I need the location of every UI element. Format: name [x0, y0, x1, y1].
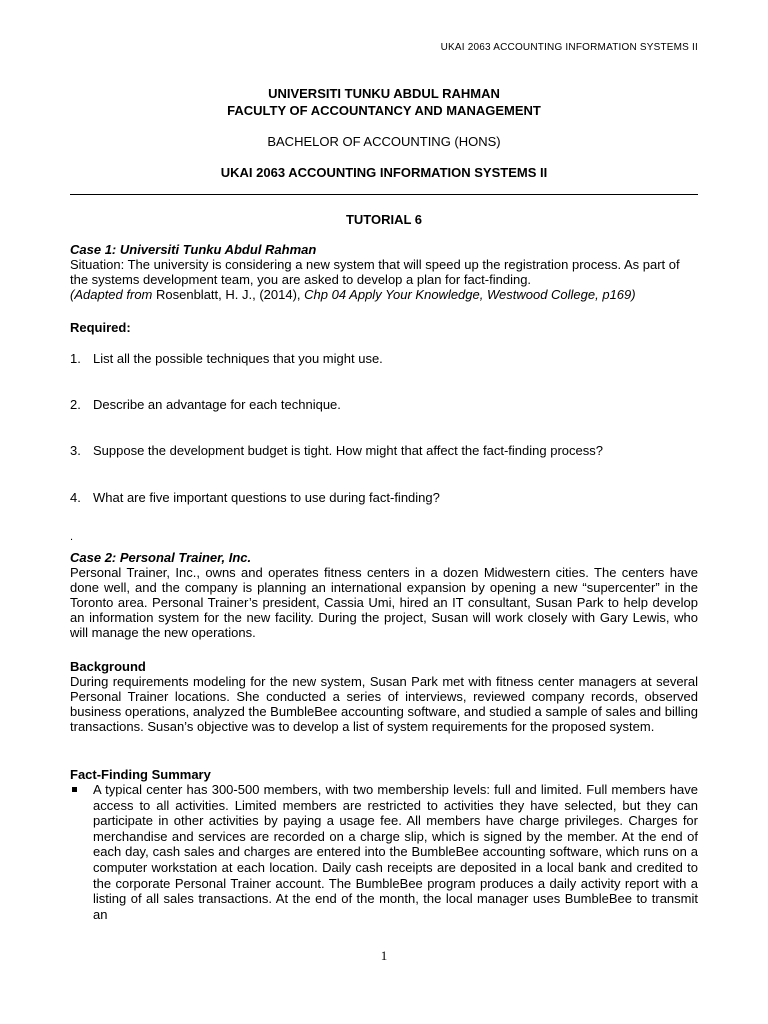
- list-item: [70, 782, 698, 922]
- fact-finding-bullet-text: A typical center has 300-500 members, with two membership levels: full and limited. Full members have access to all activities. Limited members are restricted to activities they have selected, but they can participate in other activities by paying a usage fee. All members have charge privileges. Charges for merchandise and services are recorded on a charge slip, which is signed by the member. At the end of each day, cash sales and charges are entered into the BumbleBee accounting software, which runs on a computer workstation at each location. Daily cash receipts are deposited in a local bank and credited to the corporate Personal Trainer account. The BumbleBee program produces a daily activity report with a listing of all sales transactions. At the end of the month, the local manager uses BumbleBee to transmit an: [93, 782, 698, 922]
- required-item-text: What are five important questions to use during fact-finding?: [93, 490, 440, 505]
- required-item-number: 1.: [70, 351, 81, 366]
- required-item: [70, 351, 698, 366]
- case2-intro: Personal Trainer, Inc., owns and operates fitness centers in a dozen Midwestern cities. The centers have done well, and the company is planning an international expansion by opening a new “supercenter” in the Toronto area. Personal Trainer’s president, Cassia Umi, hired an IT consultant, Susan Park to help develop an information system for the new facility. During the project, Susan will work closely with Gary Lewis, who will manage the new operations.: [70, 565, 698, 640]
- case1-source-author: Rosenblatt, H. J., (2014),: [156, 287, 305, 302]
- case1-source-detail: Chp 04 Apply Your Knowledge, Westwood College, p169): [304, 287, 636, 302]
- required-item-number: 4.: [70, 490, 81, 505]
- faculty-name: FACULTY OF ACCOUNTANCY AND MANAGEMENT: [227, 103, 541, 118]
- program-name: BACHELOR OF ACCOUNTING (HONS): [267, 134, 501, 149]
- case1-section: [70, 242, 698, 302]
- required-item-number: 3.: [70, 443, 81, 458]
- university-name: UNIVERSITI TUNKU ABDUL RAHMAN: [268, 86, 500, 101]
- required-item-text: Suppose the development budget is tight. How might that affect the fact-finding process?: [93, 443, 603, 458]
- course-title: UKAI 2063 ACCOUNTING INFORMATION SYSTEMS II: [220, 165, 548, 180]
- case1-heading: Case 1: Universiti Tunku Abdul Rahman: [70, 242, 317, 257]
- required-item-text: List all the possible techniques that you might use.: [93, 351, 383, 366]
- case1-source: [70, 287, 698, 302]
- case2-heading: Case 2: Personal Trainer, Inc.: [70, 550, 252, 565]
- case1-situation: Situation: The university is considering a new system that will speed up the registration process. As part of the systems development team, you are asked to develop a plan for fact-finding.: [70, 257, 680, 287]
- fact-finding-heading: Fact-Finding Summary: [70, 767, 211, 782]
- background-heading: Background: [70, 659, 146, 674]
- required-item: [70, 443, 698, 458]
- case1-source-prefix: (Adapted from: [70, 287, 156, 302]
- case2-section: [70, 550, 698, 640]
- background-section: [70, 659, 698, 734]
- bullet-square-icon: [72, 787, 77, 792]
- stray-mark: .: [70, 531, 74, 543]
- tutorial-title: TUTORIAL 6: [345, 212, 423, 227]
- required-heading: Required:: [70, 320, 131, 335]
- title-block: [0, 85, 768, 181]
- background-text: During requirements modeling for the new system, Susan Park met with fitness center managers at several Personal Trainer locations. She conducted a series of interviews, reviewed company records, observed business operations, analyzed the BumbleBee accounting software, and studied a sample of sales and billing transactions. Susan’s objective was to develop a list of system requirements for the proposed system.: [70, 674, 699, 734]
- required-item-number: 2.: [70, 397, 81, 412]
- header-divider: [70, 194, 698, 195]
- required-item: [70, 397, 698, 412]
- required-item-text: Describe an advantage for each technique.: [93, 397, 341, 412]
- running-header: UKAI 2063 ACCOUNTING INFORMATION SYSTEMS II: [440, 42, 698, 53]
- page-number: 1: [380, 948, 388, 963]
- required-item: [70, 490, 698, 505]
